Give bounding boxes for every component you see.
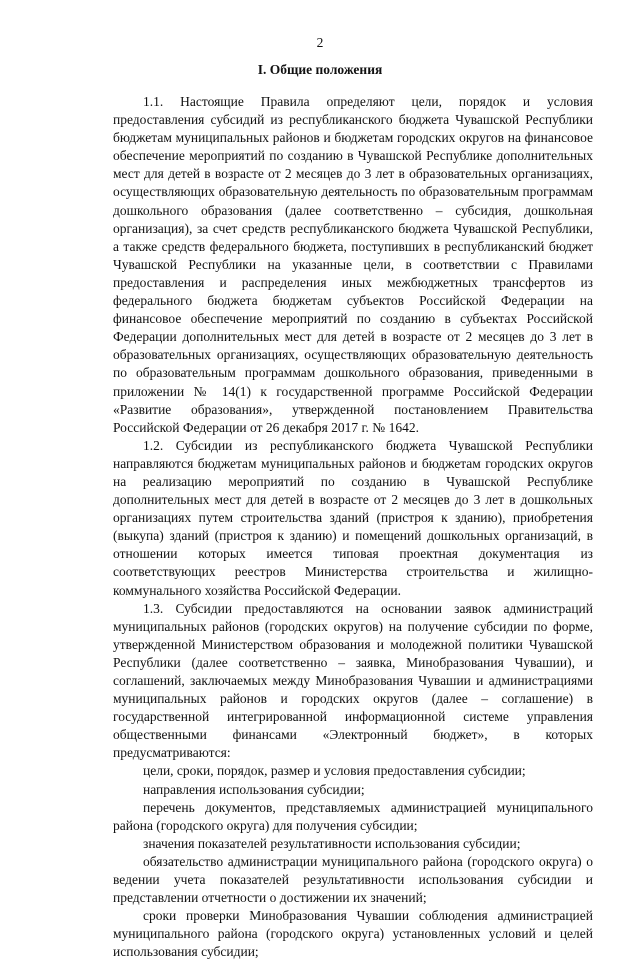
list-item-goals: цели, сроки, порядок, размер и условия предоставления субсидии; (143, 763, 526, 779)
paragraph-1-3: 1.3. Субсидии предоставляются на основании заявок администраций муниципальных районов (городских округов) на получение субсидии по форме, утвержденной Министерством образования и молодежной политики Чувашской Республики (далее соответственно – заявка, Минобразования Чувашии), и соглашений, заключаемых между Минобразования Чувашии и администрациями муниципальных районов и городских округов (далее – соглашение) в государственной интегрированной информационной системе управления общественными финансами «Электронный бюджет», в которых предусматриваются: (113, 600, 593, 761)
list-item-obligation: обязательство администрации муниципального района (городского округа) о ведении учета показателей результативности использования субсидии и представлении отчетности о достижении их значений; (113, 853, 593, 906)
list-item-inspection: сроки проверки Минобразования Чувашии соблюдения администрацией муниципального района (городского округа) установленных условий и целей использования субсидии; (113, 908, 593, 960)
body-text (113, 93, 593, 962)
section-title: I. Общие положения (257, 62, 383, 77)
paragraph-1-1: 1.1. Настоящие Правила определяют цели, порядок и условия предоставления субсидий из республиканского бюджета Чувашской Республики бюджетам муниципальных районов и бюджетам городских округов на финансовое обеспечение мероприятий по созданию в Чувашской Республике дополнительных мест для детей в возрасте от 2 месяцев до 3 лет в образовательных организациях, осуществляющих образовательную деятельность по образовательным программам дошкольного образования (далее соответственно – субсидия, дошкольная организация), за счет средств республиканского бюджета Чувашской Республики, а также средств федерального бюджета, поступивших в республиканский бюджет Чувашской Республики на указанные цели, в соответствии с Правилами предоставления и распределения иных межбюджетных трансфертов из федерального бюджета бюджетам субъектов Российской Федерации на финансовое обеспечение мероприятий по созданию в субъектах Российской Федерации дополнительных мест для детей в возрасте от 2 месяцев до 3 лет в образовательных организациях, осуществляющих образовательную деятельность по образовательным программам дошкольного образования, приведенными в приложении № 14(1) к государственной программе Российской Федерации «Развитие образования», утвержденной постановлением Правительства Российской Федерации от 26 декабря 2017 г. № 1642. (113, 94, 593, 435)
list-item-indicators: значения показателей результативности использования субсидии; (143, 835, 521, 851)
list-item-directions: направления использования субсидии; (143, 781, 365, 797)
page-number: 2 (316, 35, 324, 50)
list-item-documents: перечень документов, представляемых администрацией муниципального района (городского округа) для получения субсидии; (113, 799, 593, 833)
paragraph-1-2: 1.2. Субсидии из республиканского бюджета Чувашской Республики направляются бюджетам муниципальных районов и бюджетам городских округов на реализацию мероприятий по созданию в Чувашской Республике дополнительных мест для детей в возрасте от 2 месяцев до 3 лет в дошкольных организациях путем строительства зданий (пристроя к зданию), приобретения (выкупа) зданий (пристроя к зданию) и помещений дошкольных организаций, в отношении которых имеется типовая проектная документация из соответствующих реестров Министерства строительства и жилищно-коммунального хозяйства Российской Федерации. (113, 437, 593, 598)
